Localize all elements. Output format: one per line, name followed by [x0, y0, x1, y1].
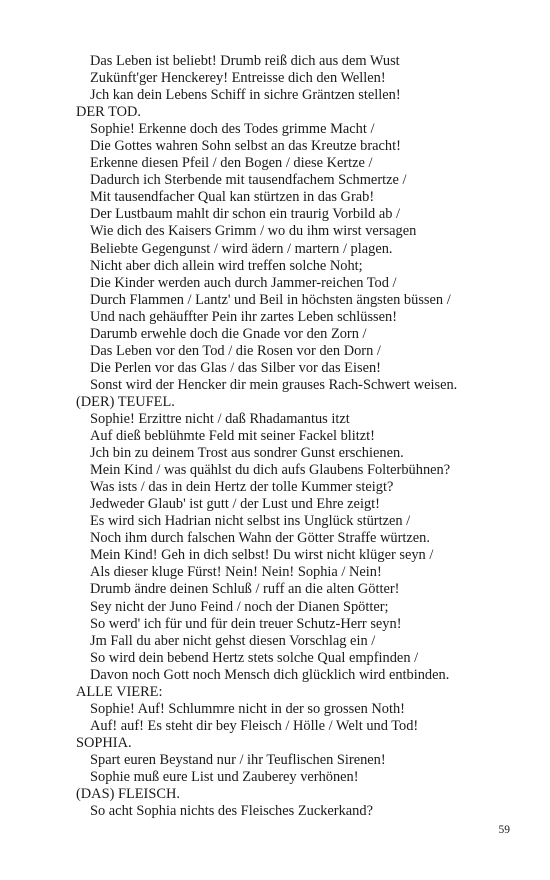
verse-line: So werd' ich für und für dein treuer Schutz-Herr seyn! — [90, 615, 402, 632]
drama-text-block — [76, 53, 526, 820]
verse-line: Mein Kind! Geh in dich selbst! Du wirst nicht klüger seyn / — [90, 547, 434, 564]
verse-line: Das Leben ist beliebt! Drumb reiß dich aus dem Wust — [90, 53, 400, 69]
verse-line: Das Leben vor den Tod / die Rosen vor den Dorn / — [90, 342, 381, 359]
speaker-heading: SOPHIA. — [76, 734, 132, 751]
verse-line: Sophie! Erkenne doch des Todes grimme Macht / — [90, 121, 375, 138]
verse-line: Durch Flammen / Lantz' und Beil in höchsten ängsten büssen / — [90, 291, 451, 308]
verse-line: Jedweder Glaub' ist gutt / der Lust und Ehre zeigt! — [90, 496, 380, 513]
verse-line: Auf! auf! Es steht dir bey Fleisch / Hölle / Welt und Tod! — [90, 717, 419, 734]
verse-line: Sophie muß eure List und Zauberey verhönen! — [90, 768, 359, 785]
verse-line: Jm Fall du aber nicht gehst diesen Vorschlag ein / — [90, 632, 376, 649]
verse-line: Der Lustbaum mahlt dir schon ein traurig Vorbild ab / — [90, 206, 401, 223]
verse-line: Zukünft'ger Henckerey! Entreisse dich den Wellen! — [90, 70, 386, 87]
verse-line: Mein Kind / was quählst du dich aufs Glaubens Folterbühnen? — [90, 462, 451, 479]
speaker-heading: (DER) TEUFEL. — [76, 393, 175, 410]
verse-line: So acht Sophia nichts des Fleisches Zuckerkand? — [90, 803, 373, 820]
verse-line: Jch kan dein Lebens Schiff in sichre Gräntzen stellen! — [90, 87, 401, 104]
verse-line: Nicht aber dich allein wird treffen solche Noht; — [90, 257, 363, 274]
verse-line: Die Kinder werden auch durch Jammer-reichen Tod / — [90, 274, 397, 291]
verse-line: Darumb erwehle doch die Gnade vor den Zorn / — [90, 325, 367, 342]
verse-line: Als dieser kluge Fürst! Nein! Nein! Sophia / Nein! — [90, 564, 382, 581]
speaker-heading: DER TOD. — [76, 104, 142, 121]
verse-line: Und nach gehäuffter Pein ihr zartes Leben schlüssen! — [90, 308, 398, 325]
verse-line: Sophie! Auf! Schlummre nicht in der so grossen Noth! — [90, 700, 405, 717]
verse-line: Drumb ändre deinen Schluß / ruff an die alten Götter! — [90, 581, 400, 598]
verse-line: Erkenne diesen Pfeil / den Bogen / diese Kertze / — [90, 155, 373, 172]
verse-line: Mit tausendfacher Qual kan stürtzen in das Grab! — [90, 189, 375, 206]
verse-line: So wird dein bebend Hertz stets solche Qual empfinden / — [90, 649, 419, 666]
verse-line: Dadurch ich Sterbende mit tausendfachem Schmertze / — [90, 172, 407, 189]
verse-line: Die Gottes wahren Sohn selbst an das Kreutze bracht! — [90, 138, 401, 155]
speaker-heading: ALLE VIERE: — [76, 683, 163, 700]
verse-line: Noch ihm durch falschen Wahn der Götter Straffe würtzen. — [90, 530, 430, 547]
verse-line: Die Perlen vor das Glas / das Silber vor das Eisen! — [90, 359, 381, 376]
page-number: 59 — [498, 824, 510, 836]
verse-line: Jch bin zu deinem Trost aus sondrer Gunst erschienen. — [90, 445, 404, 462]
verse-line: Beliebte Gegengunst / wird ädern / martern / plagen. — [90, 240, 393, 257]
verse-line: Was ists / das in dein Hertz der tolle Kummer steigt? — [90, 479, 394, 496]
verse-line: Sophie! Erzittre nicht / daß Rhadamantus itzt — [90, 410, 350, 427]
verse-line: Es wird sich Hadrian nicht selbst ins Unglück stürtzen / — [90, 513, 411, 530]
verse-line: Spart euren Beystand nur / ihr Teuflischen Sirenen! — [90, 751, 386, 768]
verse-line: Wie dich des Kaisers Grimm / wo du ihm wirst versagen — [90, 223, 417, 240]
speaker-heading: (DAS) FLEISCH. — [76, 786, 180, 803]
verse-line: Sonst wird der Hencker dir mein grauses Rach-Schwert weisen. — [90, 376, 458, 393]
verse-line: Davon noch Gott noch Mensch dich glücklich wird entbinden. — [90, 666, 450, 683]
verse-line: Auf dieß beblühmte Feld mit seiner Fackel blitzt! — [90, 428, 375, 445]
verse-line: Sey nicht der Juno Feind / noch der Dianen Spötter; — [90, 598, 389, 615]
